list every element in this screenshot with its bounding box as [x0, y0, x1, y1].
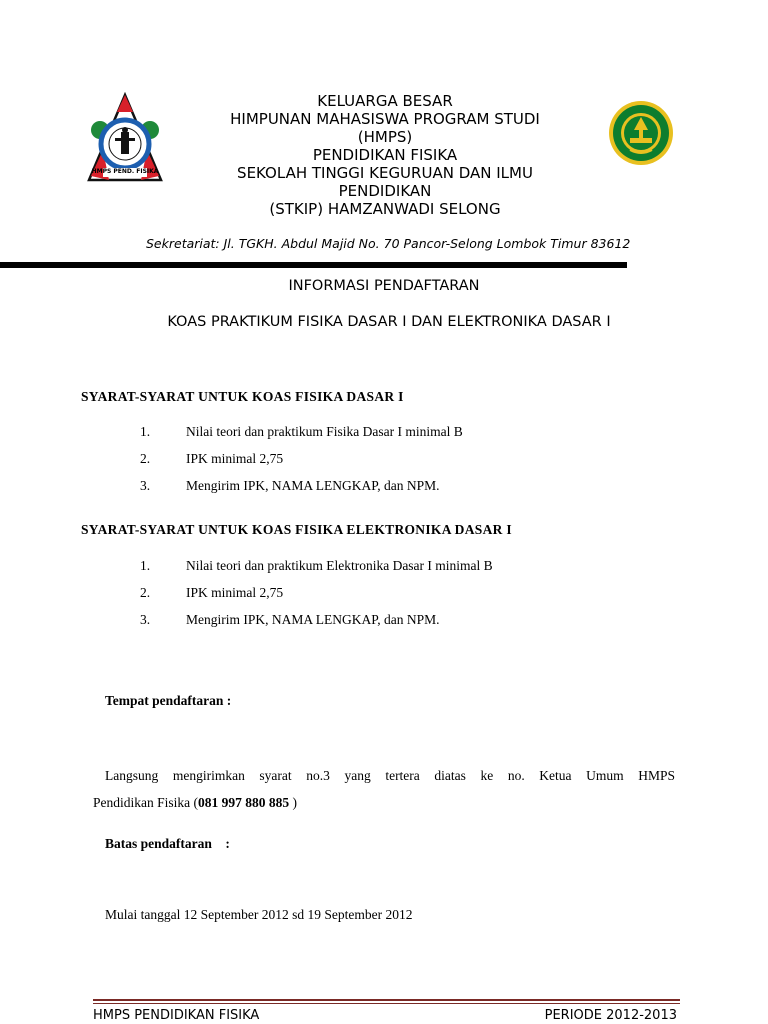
list-text: Nilai teori dan praktikum Fisika Dasar I minimal B — [186, 424, 463, 439]
header-divider — [0, 262, 627, 268]
phone-number: 081 997 880 885 — [198, 795, 290, 810]
header-line-3: (HMPS) — [357, 128, 413, 146]
section-heading-elektronika-dasar: SYARAT-SYARAT UNTUK KOAS FISIKA ELEKTRONIKA DASAR I — [81, 522, 512, 537]
header-line-2: HIMPUNAN MAHASISWA PROGRAM STUDI — [230, 110, 540, 128]
list-item — [140, 478, 440, 494]
list-number: 3. — [140, 612, 151, 627]
deadline-label: Batas pendaftaran : — [105, 836, 230, 851]
footer-rule-thin — [93, 1003, 680, 1004]
list-number: 1. — [140, 558, 151, 573]
place-paragraph — [93, 762, 675, 816]
list-text: IPK minimal 2,75 — [186, 451, 284, 466]
header-line-5: SEKOLAH TINGGI KEGURUAN DAN ILMU — [237, 164, 533, 182]
list-text: Nilai teori dan praktikum Elektronika Dasar I minimal B — [186, 558, 493, 573]
list-number: 1. — [140, 424, 151, 439]
list-text: Mengirim IPK, NAMA LENGKAP, dan NPM. — [186, 612, 440, 627]
info-subtitle: KOAS PRAKTIKUM FISIKA DASAR I DAN ELEKTRONIKA DASAR I — [167, 314, 611, 330]
list-number: 2. — [140, 585, 151, 600]
hmps-logo — [85, 92, 165, 184]
header-line-1: KELUARGA BESAR — [317, 92, 453, 110]
list-item — [140, 585, 283, 601]
list-item — [140, 558, 493, 574]
header-line-7: (STKIP) HAMZANWADI SELONG — [269, 200, 501, 218]
place-text-prefix: Pendidikan Fisika ( — [93, 795, 198, 810]
list-item — [140, 612, 440, 628]
list-text: Mengirim IPK, NAMA LENGKAP, dan NPM. — [186, 478, 440, 493]
list-number: 3. — [140, 478, 151, 493]
footer-organization: HMPS PENDIDIKAN FISIKA — [93, 1008, 260, 1023]
header-block — [185, 92, 585, 218]
footer-period: PERIODE 2012-2013 — [544, 1008, 677, 1023]
stkip-emblem — [608, 100, 674, 166]
footer-rule — [93, 999, 680, 1001]
secretariat-address: Sekretariat: Jl. TGKH. Abdul Majid No. 70 Pancor-Selong Lombok Timur 83612 — [146, 236, 631, 251]
deadline-text: Mulai tanggal 12 September 2012 sd 19 September 2012 — [105, 907, 413, 922]
header-line-4: PENDIDIKAN FISIKA — [312, 146, 458, 164]
hmps-logo-text: HMPS PEND. FISIKA — [91, 168, 159, 175]
list-text: IPK minimal 2,75 — [186, 585, 284, 600]
list-number: 2. — [140, 451, 151, 466]
list-item — [140, 424, 463, 440]
info-title: INFORMASI PENDAFTARAN — [288, 278, 480, 294]
place-text-suffix: ) — [292, 795, 297, 810]
list-item — [140, 451, 283, 467]
place-text-line-1: Langsung mengirimkan syarat no.3 yang tertera diatas ke no. Ketua Umum HMPS — [105, 768, 675, 783]
place-label: Tempat pendaftaran : — [105, 693, 232, 708]
header-line-6: PENDIDIKAN — [338, 182, 432, 200]
section-heading-fisika-dasar: SYARAT-SYARAT UNTUK KOAS FISIKA DASAR I — [81, 389, 404, 404]
